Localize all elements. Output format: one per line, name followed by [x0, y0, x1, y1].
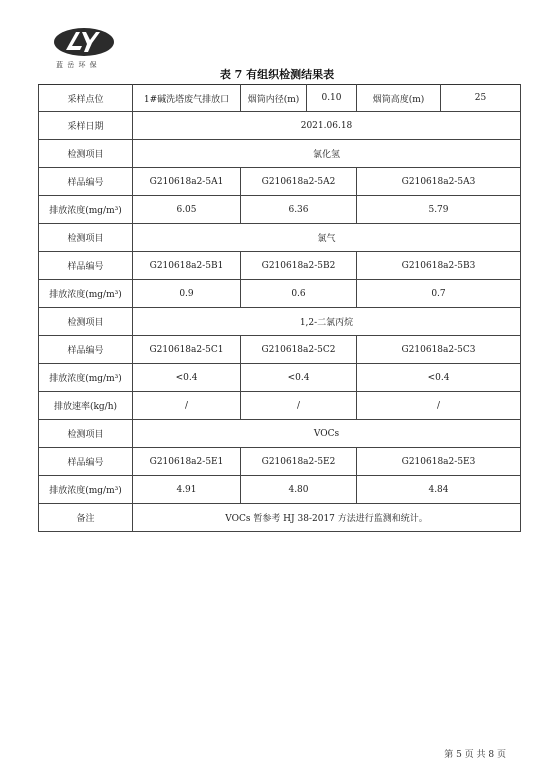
sample-id: G210618a2-5B2 — [241, 252, 357, 280]
table-row — [39, 308, 521, 336]
concentration-label: 排放浓度(mg/m³) — [39, 280, 133, 308]
sampling-date-value: 2021.06.18 — [133, 112, 521, 140]
concentration-value: <0.4 — [133, 364, 241, 392]
stack-diameter-value: 0.10 — [307, 85, 357, 112]
table-row — [39, 364, 521, 392]
concentration-value: 4.80 — [241, 476, 357, 504]
table-row — [39, 196, 521, 224]
sample-id: G210618a2-5A2 — [241, 168, 357, 196]
sample-id: G210618a2-5C3 — [357, 336, 521, 364]
sampling-point-label: 采样点位 — [39, 85, 133, 112]
page-number: 第 5 页 共 8 页 — [444, 750, 506, 760]
table-row — [39, 224, 521, 252]
sample-id: G210618a2-5A3 — [357, 168, 521, 196]
table-title: 表 7 有组织检测结果表 — [219, 68, 335, 81]
concentration-value: 0.9 — [133, 280, 241, 308]
table-row — [39, 504, 521, 532]
concentration-value: 0.6 — [241, 280, 357, 308]
concentration-label: 排放浓度(mg/m³) — [39, 364, 133, 392]
sample-id: G210618a2-5C2 — [241, 336, 357, 364]
results-table — [38, 84, 521, 532]
table-row — [39, 280, 521, 308]
table-row — [39, 168, 521, 196]
sample-id-label: 样品编号 — [39, 252, 133, 280]
table-row — [39, 392, 521, 420]
test-item-value: 氯气 — [133, 224, 521, 252]
remark-value: VOCs 暂参考 HJ 38-2017 方法进行监测和统计。 — [133, 504, 521, 532]
sampling-date-label: 采样日期 — [39, 112, 133, 140]
concentration-value: <0.4 — [357, 364, 521, 392]
concentration-value: 0.7 — [357, 280, 521, 308]
concentration-value: 6.05 — [133, 196, 241, 224]
sample-id: G210618a2-5B1 — [133, 252, 241, 280]
concentration-label: 排放浓度(mg/m³) — [39, 196, 133, 224]
table-row — [39, 448, 521, 476]
sample-id: G210618a2-5B3 — [357, 252, 521, 280]
test-item-label: 检测项目 — [39, 420, 133, 448]
table-row — [39, 252, 521, 280]
test-item-value: VOCs — [133, 420, 521, 448]
table-row — [39, 336, 521, 364]
stack-diameter-label: 烟筒内径(m) — [241, 85, 307, 112]
table-row — [39, 476, 521, 504]
test-item-label: 检测项目 — [39, 140, 133, 168]
sample-id: G210618a2-5E3 — [357, 448, 521, 476]
test-item-label: 检测项目 — [39, 224, 133, 252]
emission-rate-value: / — [357, 392, 521, 420]
sample-id: G210618a2-5E2 — [241, 448, 357, 476]
sample-id: G210618a2-5E1 — [133, 448, 241, 476]
concentration-value: 5.79 — [357, 196, 521, 224]
sample-id-label: 样品编号 — [39, 336, 133, 364]
logo-text: 蓝 岳 环 保 — [56, 61, 98, 69]
sample-id: G210618a2-5A1 — [133, 168, 241, 196]
table-row — [39, 420, 521, 448]
test-item-value: 1,2-二氯丙烷 — [133, 308, 521, 336]
concentration-value: 6.36 — [241, 196, 357, 224]
table-row — [39, 140, 521, 168]
test-item-value: 氯化氢 — [133, 140, 521, 168]
concentration-value: 4.91 — [133, 476, 241, 504]
sample-id: G210618a2-5C1 — [133, 336, 241, 364]
table-row — [39, 112, 521, 140]
stack-height-label: 烟筒高度(m) — [357, 85, 441, 112]
sampling-point-value: 1#碱洗塔废气排放口 — [133, 85, 241, 112]
remark-label: 备注 — [39, 504, 133, 532]
table-row — [39, 85, 521, 112]
emission-rate-label: 排放速率(kg/h) — [39, 392, 133, 420]
concentration-value: <0.4 — [241, 364, 357, 392]
test-item-label: 检测项目 — [39, 308, 133, 336]
sample-id-label: 样品编号 — [39, 448, 133, 476]
concentration-label: 排放浓度(mg/m³) — [39, 476, 133, 504]
emission-rate-value: / — [241, 392, 357, 420]
concentration-value: 4.84 — [357, 476, 521, 504]
sample-id-label: 样品编号 — [39, 168, 133, 196]
stack-height-value: 25 — [441, 85, 521, 112]
emission-rate-value: / — [133, 392, 241, 420]
